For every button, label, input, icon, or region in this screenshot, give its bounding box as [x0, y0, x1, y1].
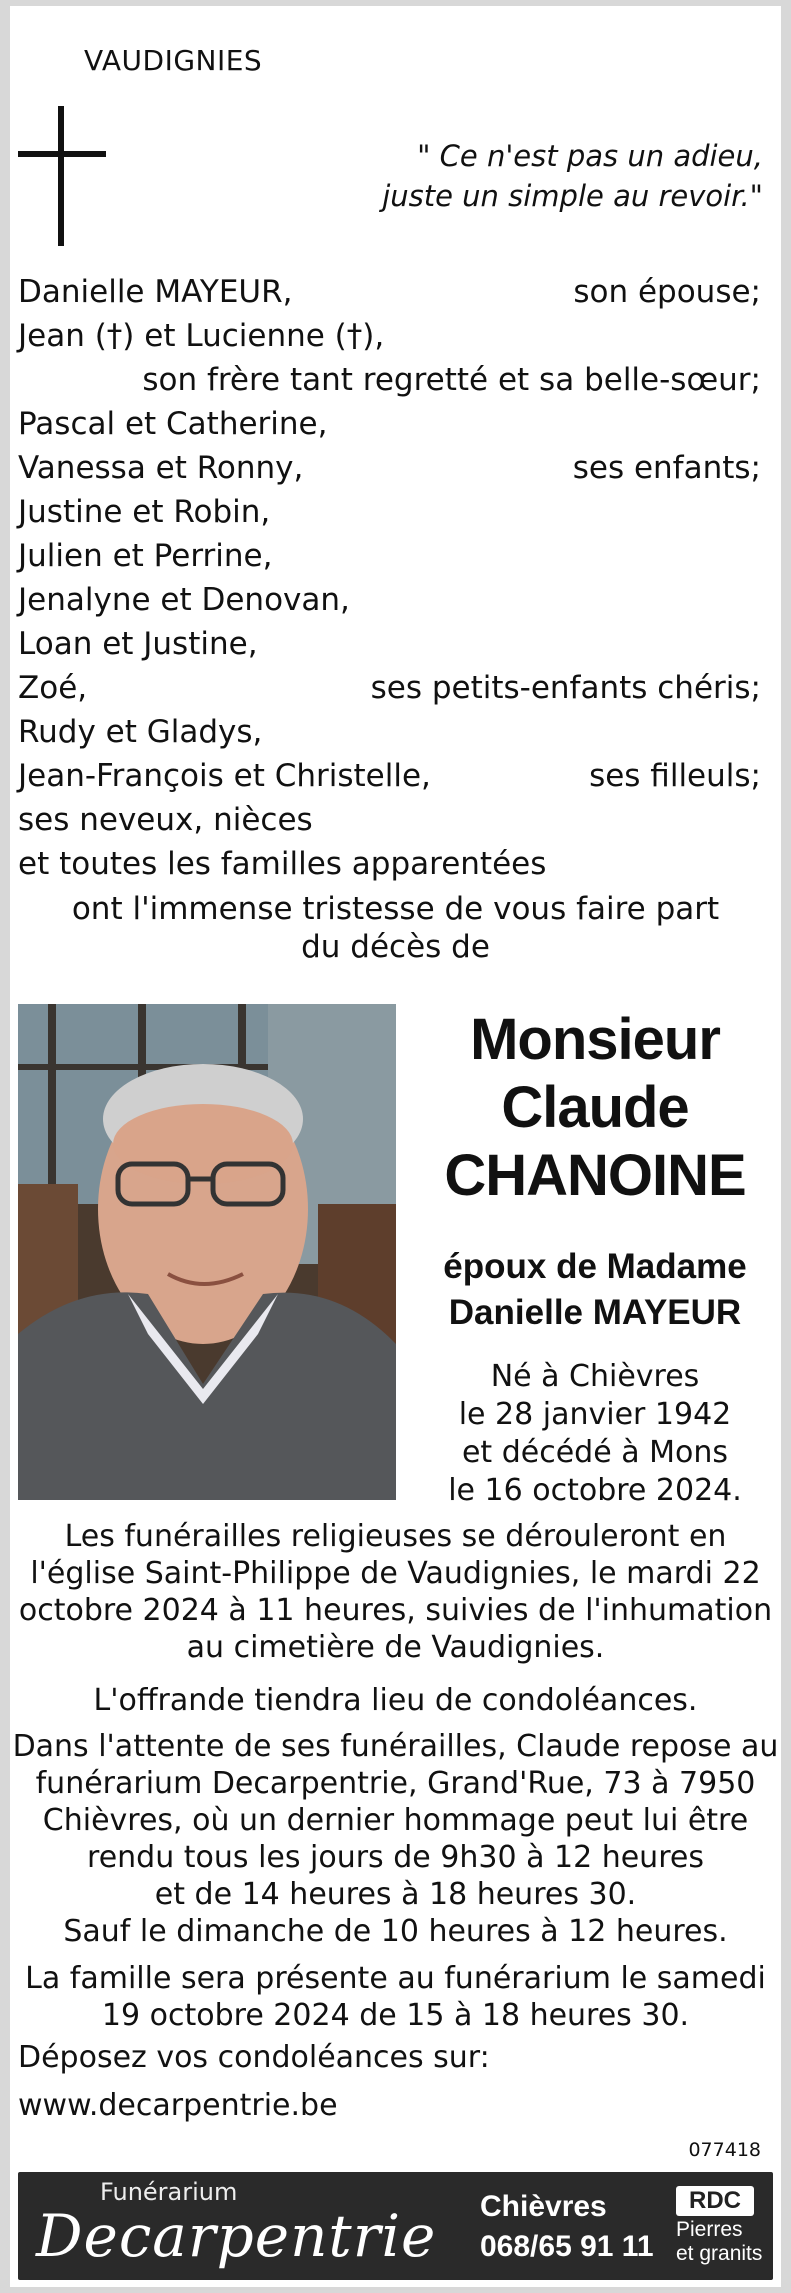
- family-right-2: son frère tant regretté et sa belle-sœur;: [142, 362, 761, 398]
- born-line: Né à Chièvres: [490, 1359, 700, 1394]
- family-left-8: Loan et Justine,: [18, 626, 258, 662]
- family-left-9: Zoé,: [18, 670, 88, 706]
- quote-line: " Ce n'est pas un adieu,: [417, 139, 763, 173]
- family-left-0: Danielle MAYEUR,: [18, 274, 293, 310]
- text-line: funérarium Decarpentrie, Grand'Rue, 73 à 7950: [35, 1766, 756, 1801]
- family-left-1: Jean (†) et Lucienne (†),: [18, 318, 385, 354]
- born-line: le 28 janvier 1942: [458, 1397, 732, 1432]
- family-presence-paragraph: [10, 1960, 781, 2034]
- deceased-name: [420, 1006, 770, 1210]
- deceased-last-name: CHANOINE: [444, 1143, 746, 1208]
- town-heading: VAUDIGNIES: [84, 44, 263, 77]
- family-left-4: Vanessa et Ronny,: [18, 450, 304, 486]
- family-left-12: ses neveux, nièces: [18, 802, 313, 838]
- spouse-info: [420, 1244, 770, 1336]
- website-link[interactable]: www.decarpentrie.be: [18, 2088, 338, 2123]
- spouse-line: époux de Madame: [443, 1247, 747, 1286]
- deceased-title: Monsieur: [470, 1007, 720, 1072]
- funeral-home-city: Chièvres: [480, 2190, 607, 2223]
- funeral-home-label: Funérarium: [100, 2178, 238, 2206]
- obituary-page: [10, 6, 781, 2287]
- family-left-7: Jenalyne et Denovan,: [18, 582, 350, 618]
- family-left-13: et toutes les familles apparentées: [18, 846, 547, 882]
- text-line: Dans l'attente de ses funérailles, Claude repose au: [12, 1729, 779, 1764]
- funeral-home-phone: 068/65 91 11: [480, 2230, 654, 2263]
- born-line: le 16 octobre 2024.: [448, 1473, 742, 1508]
- family-left-3: Pascal et Catherine,: [18, 406, 328, 442]
- family-left-5: Justine et Robin,: [18, 494, 271, 530]
- family-left-6: Julien et Perrine,: [18, 538, 273, 574]
- text-line: Sauf le dimanche de 10 heures à 12 heures.: [63, 1914, 728, 1949]
- text-line: et de 14 heures à 18 heures 30.: [154, 1877, 637, 1912]
- family-right-4: ses enfants;: [572, 450, 761, 486]
- family-right-9: ses petits-enfants chéris;: [370, 670, 761, 706]
- birth-death-info: [420, 1358, 770, 1510]
- condolences-label: Déposez vos condoléances sur:: [18, 2040, 490, 2075]
- cross-icon: [58, 106, 64, 246]
- quote: [382, 136, 763, 216]
- text-line: octobre 2024 à 11 heures, suivies de l'inhumation: [18, 1593, 773, 1628]
- rdc-logo: RDC: [676, 2186, 754, 2216]
- spouse-line: Danielle MAYEUR: [448, 1293, 742, 1332]
- cross-icon-bar: [18, 151, 106, 157]
- offering-paragraph: [10, 1682, 781, 1719]
- reference-number: 077418: [688, 2139, 761, 2161]
- tagline-line: Pierres: [676, 2218, 743, 2241]
- text-line: 19 octobre 2024 de 15 à 18 heures 30.: [101, 1998, 690, 2033]
- text-line: Les funérailles religieuses se dérouleront en: [64, 1519, 727, 1554]
- funeral-paragraph: [10, 1518, 781, 1666]
- portrait-photo: [18, 1004, 396, 1500]
- deceased-first-name: Claude: [501, 1075, 689, 1140]
- family-left-10: Rudy et Gladys,: [18, 714, 263, 750]
- text-line: rendu tous les jours de 9h30 à 12 heures: [87, 1840, 704, 1875]
- born-line: et décédé à Mons: [461, 1435, 729, 1470]
- announce-line: du décès de: [301, 929, 490, 965]
- text-line: Chièvres, où un dernier hommage peut lui être: [42, 1803, 749, 1838]
- family-left-11: Jean-François et Christelle,: [18, 758, 431, 794]
- text-line: l'église Saint-Philippe de Vaudignies, le mardi 22: [30, 1556, 761, 1591]
- text-line: L'offrande tiendra lieu de condoléances.: [93, 1683, 698, 1718]
- family-right-11: ses filleuls;: [589, 758, 761, 794]
- visitation-paragraph: [10, 1728, 781, 1950]
- quote-line: juste un simple au revoir.": [382, 179, 763, 213]
- text-line: au cimetière de Vaudignies.: [186, 1630, 605, 1665]
- funeral-home-name: Decarpentrie: [36, 2202, 437, 2270]
- text-line: La famille sera présente au funérarium le samedi: [25, 1961, 766, 1996]
- family-right-0: son épouse;: [573, 274, 761, 310]
- stones-tagline: [676, 2218, 762, 2266]
- tagline-line: et granits: [676, 2242, 763, 2265]
- announce-line: ont l'immense tristesse de vous faire part: [71, 891, 720, 927]
